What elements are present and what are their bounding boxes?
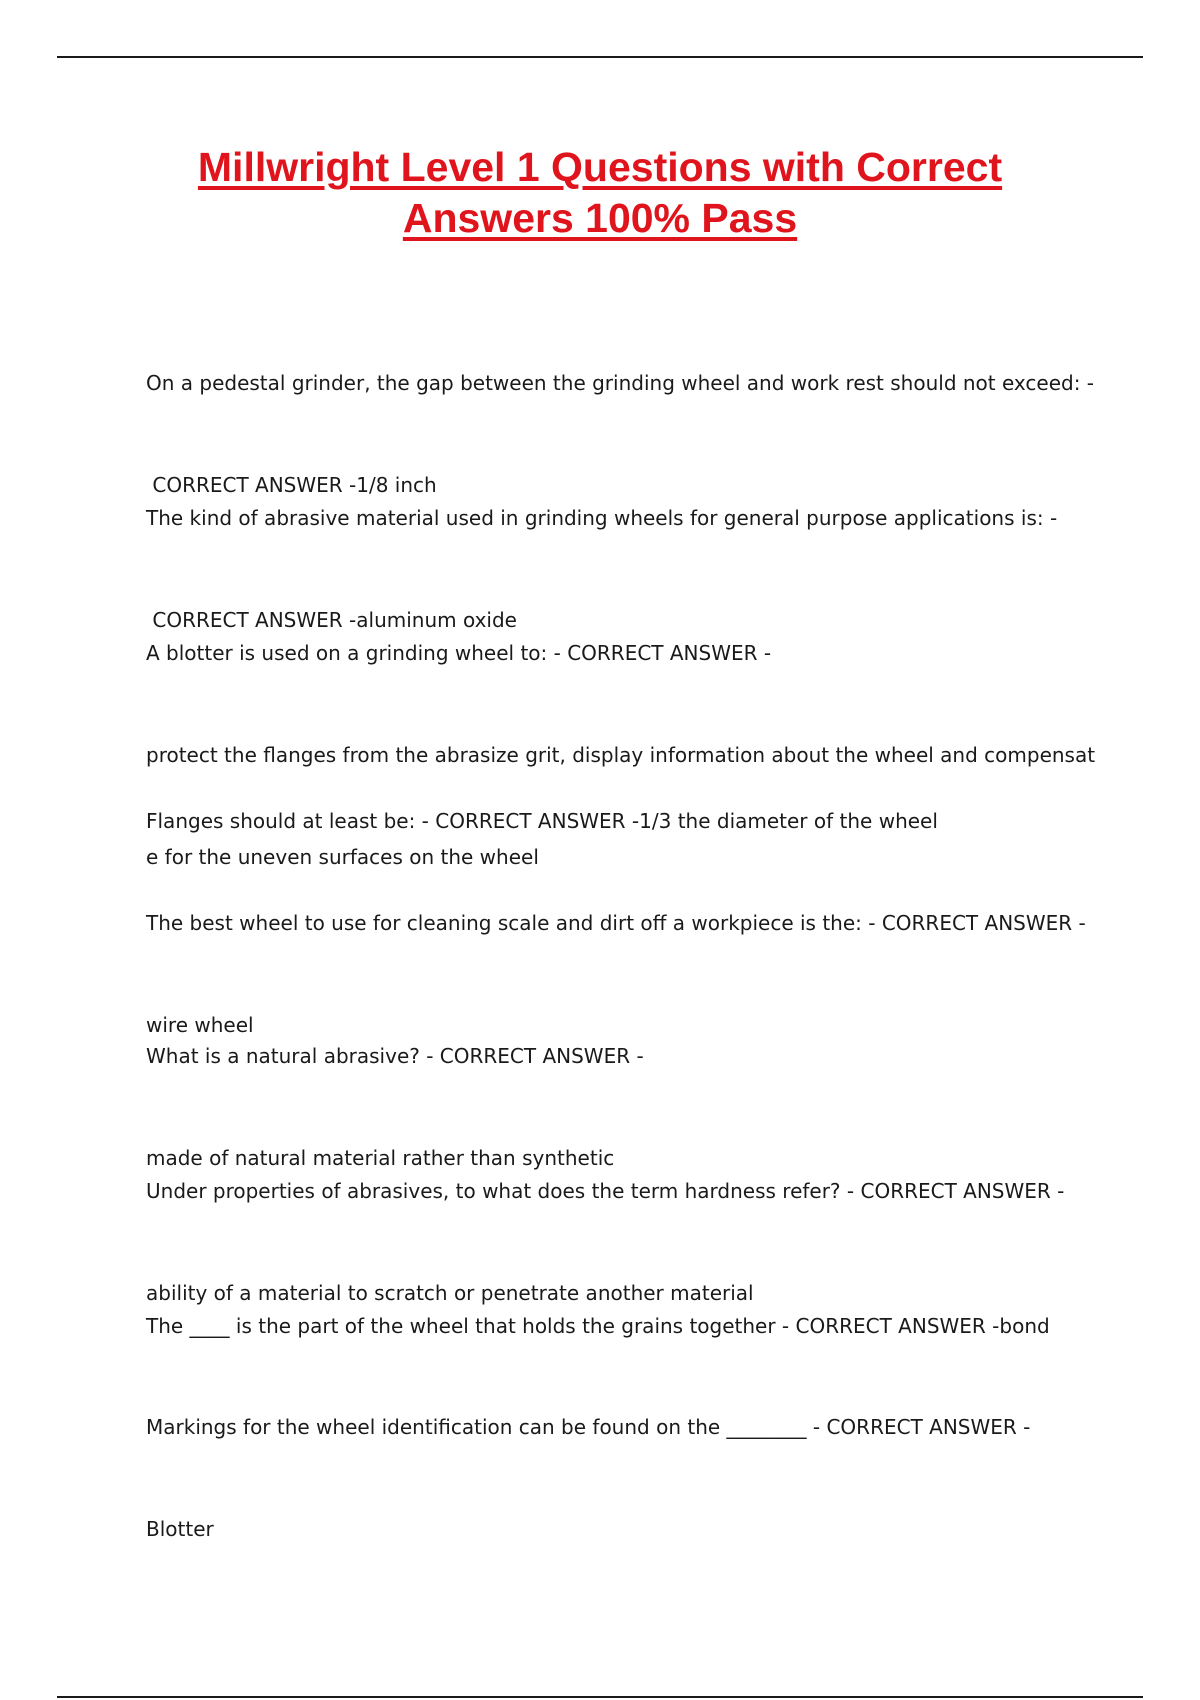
qa-line: Under properties of abrasives, to what does the term hardness refer? - CORRECT ANSWER - — [146, 1179, 1065, 1203]
document-title — [100, 142, 1100, 244]
qa-line: wire wheel — [146, 1013, 254, 1037]
qa-line: CORRECT ANSWER -aluminum oxide — [146, 608, 517, 632]
qa-line: The best wheel to use for cleaning scale and dirt off a workpiece is the: - CORRECT ANSWER - — [146, 911, 1086, 935]
title-line-2: Answers 100% Pass — [402, 195, 798, 241]
bottom-rule — [57, 1696, 1143, 1698]
qa-line: On a pedestal grinder, the gap between the grinding wheel and work rest should not exceed: - — [146, 371, 1095, 395]
qa-line: protect the flanges from the abrasize grit, display information about the wheel and compensat — [146, 743, 1096, 767]
title-line-1: Millwright Level 1 Questions with Correct — [197, 144, 1003, 190]
qa-line: Markings for the wheel identification can be found on the ________ - CORRECT ANSWER - — [146, 1415, 1031, 1439]
qa-line: The kind of abrasive material used in grinding wheels for general purpose applications is: - — [146, 506, 1058, 530]
qa-line: CORRECT ANSWER -1/8 inch — [146, 473, 437, 497]
qa-item-9 — [146, 1342, 1096, 1580]
qa-line: made of natural material rather than synthetic — [146, 1146, 615, 1170]
qa-line: What is a natural abrasive? - CORRECT ANSWER - — [146, 1044, 644, 1068]
qa-line: The ____ is the part of the wheel that holds the grains together - CORRECT ANSWER -bond — [146, 1314, 1050, 1338]
top-rule — [57, 56, 1143, 58]
qa-line: e for the uneven surfaces on the wheel — [146, 845, 539, 869]
qa-line: A blotter is used on a grinding wheel to: - CORRECT ANSWER - — [146, 641, 772, 665]
qa-line: Blotter — [146, 1517, 214, 1541]
qa-line: Flanges should at least be: - CORRECT ANSWER -1/3 the diameter of the wheel — [146, 809, 938, 833]
qa-line: ability of a material to scratch or penetrate another material — [146, 1281, 754, 1305]
